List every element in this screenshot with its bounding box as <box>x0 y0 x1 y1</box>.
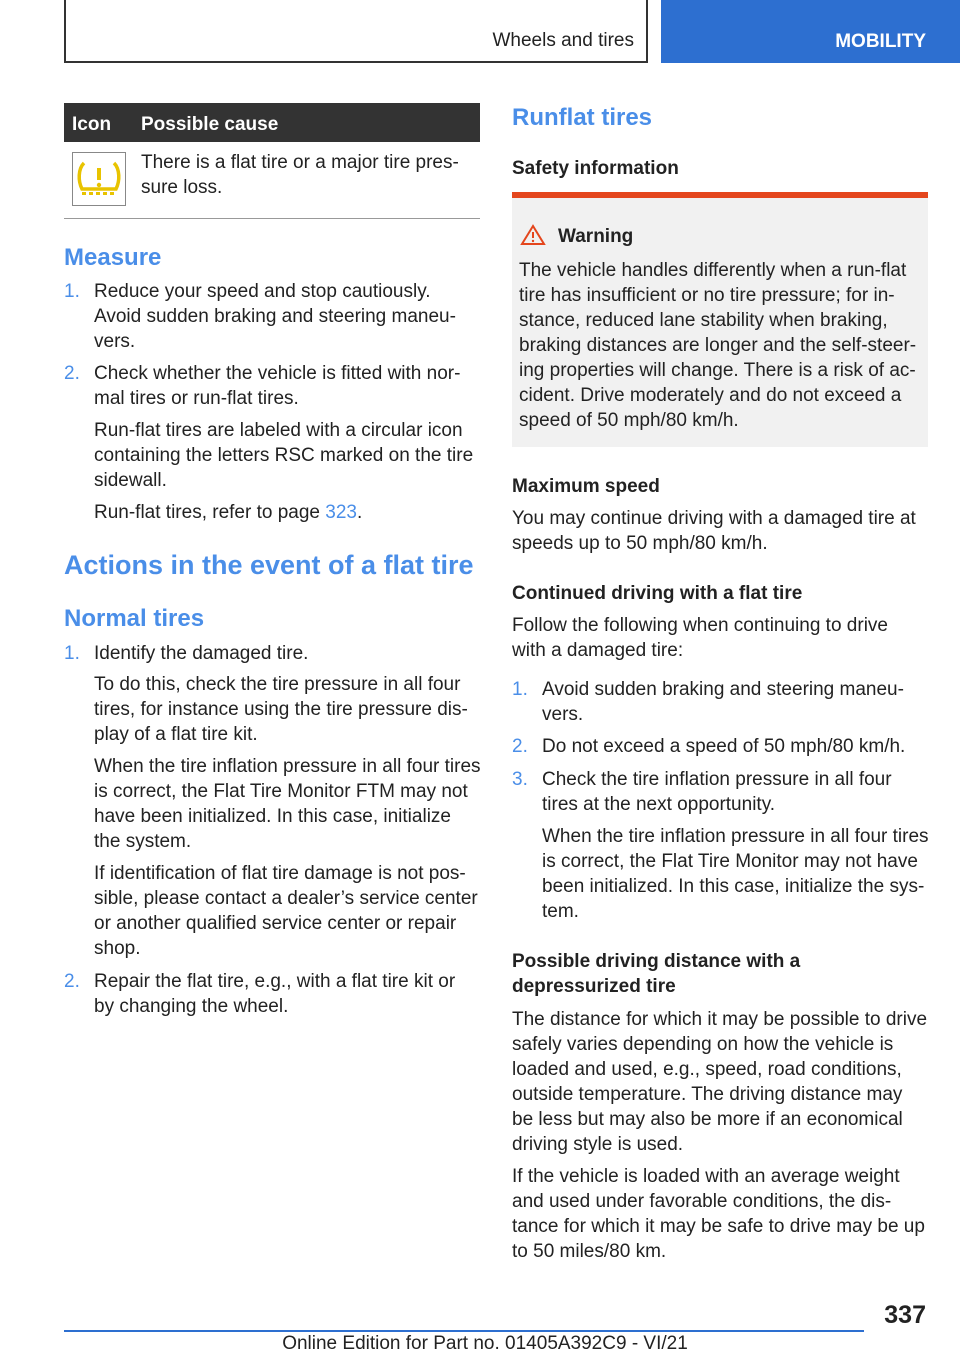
list-item: Do not exceed a speed of 50 mph/80 km/h. <box>542 736 906 757</box>
page-number: 337 <box>884 1301 926 1329</box>
safety-info-heading: Safety information <box>512 158 679 179</box>
warning-title: Warning <box>558 226 634 247</box>
possible-cause-text: There is a flat tire or a major tire pres-sure loss. <box>141 152 459 198</box>
continued-driving-heading: Continued driving with a flat tire <box>512 583 803 604</box>
paragraph: You may continue driving with a damaged tire at speeds up to 50 mph/80 km/h. <box>512 508 916 554</box>
list-item: Check the tire inflation pressure in all four tires at the next opportunity. <box>542 769 892 815</box>
measure-heading: Measure <box>64 244 162 271</box>
flat-tire-heading: Actions in the event of a flat tire <box>64 550 474 580</box>
max-speed-heading: Maximum speed <box>512 476 660 497</box>
page-link[interactable]: 323 <box>325 502 357 523</box>
paragraph: When the tire inflation pressure in all four tires is correct, the Flat Tire Monitor FTM may not have been initialized. In this case, initialize the system. <box>94 756 481 852</box>
header-section-title: Wheels and tires <box>492 30 634 51</box>
table-row <box>64 142 480 219</box>
rsc-note: Run-flat tires are labeled with a circular icon containing the letters RSC marked on the tire sidewall. <box>94 420 474 491</box>
list-item: Repair the flat tire, e.g., with a flat tire kit or by changing the wheel. <box>94 971 456 1017</box>
list-item-number: 2. <box>64 971 80 992</box>
page-reference: Run-flat tires, refer to page 323. <box>94 502 363 523</box>
list-item: Identify the damaged tire. <box>94 643 309 664</box>
list-item-number: 3. <box>512 769 528 790</box>
paragraph: To do this, check the tire pressure in all four tires, for instance using the tire pressure dis-play of a flat tire kit. <box>94 674 468 745</box>
list-item-number: 2. <box>512 736 528 757</box>
list-item-number: 1. <box>512 679 528 700</box>
paragraph: If identification of flat tire damage is not pos-sible, please contact a dealer’s service center or another qualified service center or repair shop. <box>94 863 478 959</box>
warning-text: The vehicle handles differently when a run-flat tire has insufficient or no tire pressure; for in-stance, reduced lane stability when braking, braking distances are longer and the self-steer-ing properties will change. There is a risk of ac-cident. Drive moderately and do not exceed a speed of 50 mph/80 km/h. <box>519 260 917 431</box>
runflat-heading: Runflat tires <box>512 104 653 131</box>
warning-triangle-icon <box>520 224 546 246</box>
paragraph: Follow the following when continuing to drive with a damaged tire: <box>512 615 888 661</box>
paragraph: When the tire inflation pressure in all four tires is correct, the Flat Tire Monitor may not have been initialized. In this case, initialize the sys-tem. <box>542 826 929 922</box>
list-item: Reduce your speed and stop cautiously. Avoid sudden braking and steering maneu-vers. <box>94 281 456 352</box>
list-item-number: 1. <box>64 643 80 664</box>
warning-box <box>512 192 928 447</box>
list-item: Avoid sudden braking and steering maneu-vers. <box>542 679 904 725</box>
footer-edition: Online Edition for Part no. 01405A392C9 - VI/21 <box>282 1333 688 1354</box>
tire-pressure-warning-icon <box>72 152 126 206</box>
list-item-number: 1. <box>64 281 80 302</box>
driving-distance-heading: Possible driving distance with a depressurized tire <box>512 951 801 997</box>
list-item-number: 2. <box>64 363 80 384</box>
list-item: Check whether the vehicle is fitted with nor-mal tires or run-flat tires. <box>94 363 461 409</box>
paragraph: The distance for which it may be possible to drive safely varies depending on how the vehicle is loaded and used, e.g., speed, road conditions, outside temperature. The driving distance may be less but may also be more if an economical driving style is used. <box>512 1009 928 1155</box>
header-chapter-tab[interactable]: MOBILITY <box>661 0 960 63</box>
col-cause-label: Possible cause <box>141 114 279 135</box>
col-icon-label: Icon <box>72 114 112 135</box>
normal-tires-heading: Normal tires <box>64 605 205 632</box>
paragraph: If the vehicle is loaded with an average weight and used under favorable conditions, the dis-tance for which it may be safe to drive may be up to 50 miles/80 km. <box>512 1166 925 1262</box>
icon-table-header <box>64 103 480 142</box>
footer-divider <box>64 1330 864 1332</box>
